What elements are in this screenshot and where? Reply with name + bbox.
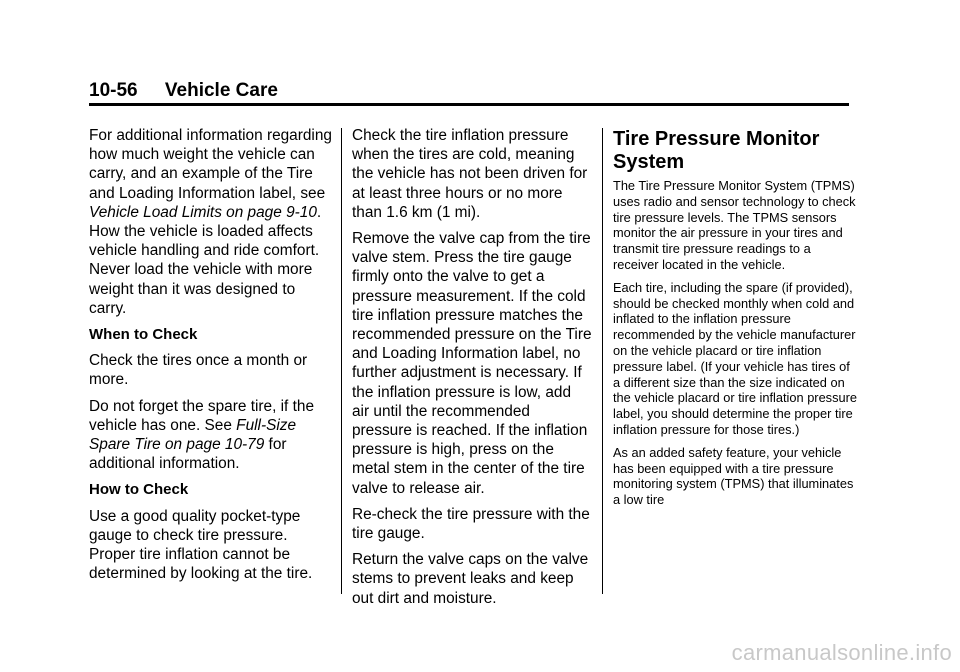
paragraph (89, 397, 335, 474)
column-divider (341, 128, 342, 594)
watermark: carmanualsonline.info (731, 640, 952, 665)
paragraph: Each tire, including the spare (if provided), should be checked monthly when cold and inflated to the inflation pressure recommended by the vehicle manufacturer on the vehicle placard or tire inflation pressure label. (If your vehicle has tires of a different size than the size indicated on the vehicle placard or tire inflation pressure label, you should determine the proper tire inflation pressure for those tires.) (613, 279, 857, 437)
paragraph: Return the valve caps on the valve stems to prevent leaks and keep out dirt and moisture. (352, 551, 589, 607)
column-1 (89, 126, 335, 590)
column-2 (352, 126, 592, 615)
cross-reference[interactable]: Full-Size Spare Tire on page 10-79 (89, 416, 297, 454)
paragraph: Remove the valve cap from the tire valve stem. Press the tire gauge firmly onto the valve to get a pressure measurement. If the cold tire inflation pressure matches the recommended pressure on the Tire and Loading Information label, no further adjustment is necessary. If the inflation pressure is low, add air until the recommended pressure is reached. If the inflation pressure is high, press on the metal stem in the center of the tire valve to release air. (352, 230, 592, 497)
paragraph-text: Do not forget the spare tire, if the vehicle has one. See (89, 397, 314, 434)
subheading-how-to-check: How to Check (89, 481, 189, 499)
paragraph: Re-check the tire pressure with the tire gauge. (352, 505, 590, 543)
paragraph: The Tire Pressure Monitor System (TPMS) uses radio and sensor technology to check tire pressure levels. The TPMS sensors monitor the air pressure in your tires and transmit tire pressure readings to a receiver located in the vehicle. (613, 178, 856, 272)
paragraph-text: for additional information. (89, 436, 287, 473)
section-heading-tpms: Tire Pressure Monitor System (613, 128, 820, 173)
paragraph-text: For additional information regarding how much weight the vehicle can carry, and an example of the Tire and Loading Information label, see (89, 127, 332, 202)
header-rule (89, 103, 849, 106)
paragraph (89, 126, 335, 318)
page-header (89, 80, 849, 102)
cross-reference[interactable]: Vehicle Load Limits on page 9-10 (89, 203, 317, 221)
paragraph: As an added safety feature, your vehicle has been equipped with a tire pressure monitoring system (TPMS) that illuminates a low tire (613, 444, 854, 508)
paragraph: Use a good quality pocket-type gauge to check tire pressure. Proper tire inflation cannot be determined by looking at the tire. (89, 507, 313, 583)
column-divider (602, 128, 603, 594)
paragraph: Check the tire inflation pressure when the tires are cold, meaning the vehicle has not been driven for at least three hours or no more than 1.6 km (1 mi). (352, 127, 588, 221)
paragraph-text: . How the vehicle is loaded affects vehicle handling and ride comfort. Never load the vehicle with more weight than it was designed to carry. (89, 203, 322, 317)
paragraph: Check the tires once a month or more. (89, 352, 308, 389)
column-3 (613, 178, 858, 515)
section-title: Vehicle Care (164, 80, 278, 101)
subheading-when-to-check: When to Check (89, 326, 198, 344)
page-number: 10-56 (89, 80, 138, 101)
